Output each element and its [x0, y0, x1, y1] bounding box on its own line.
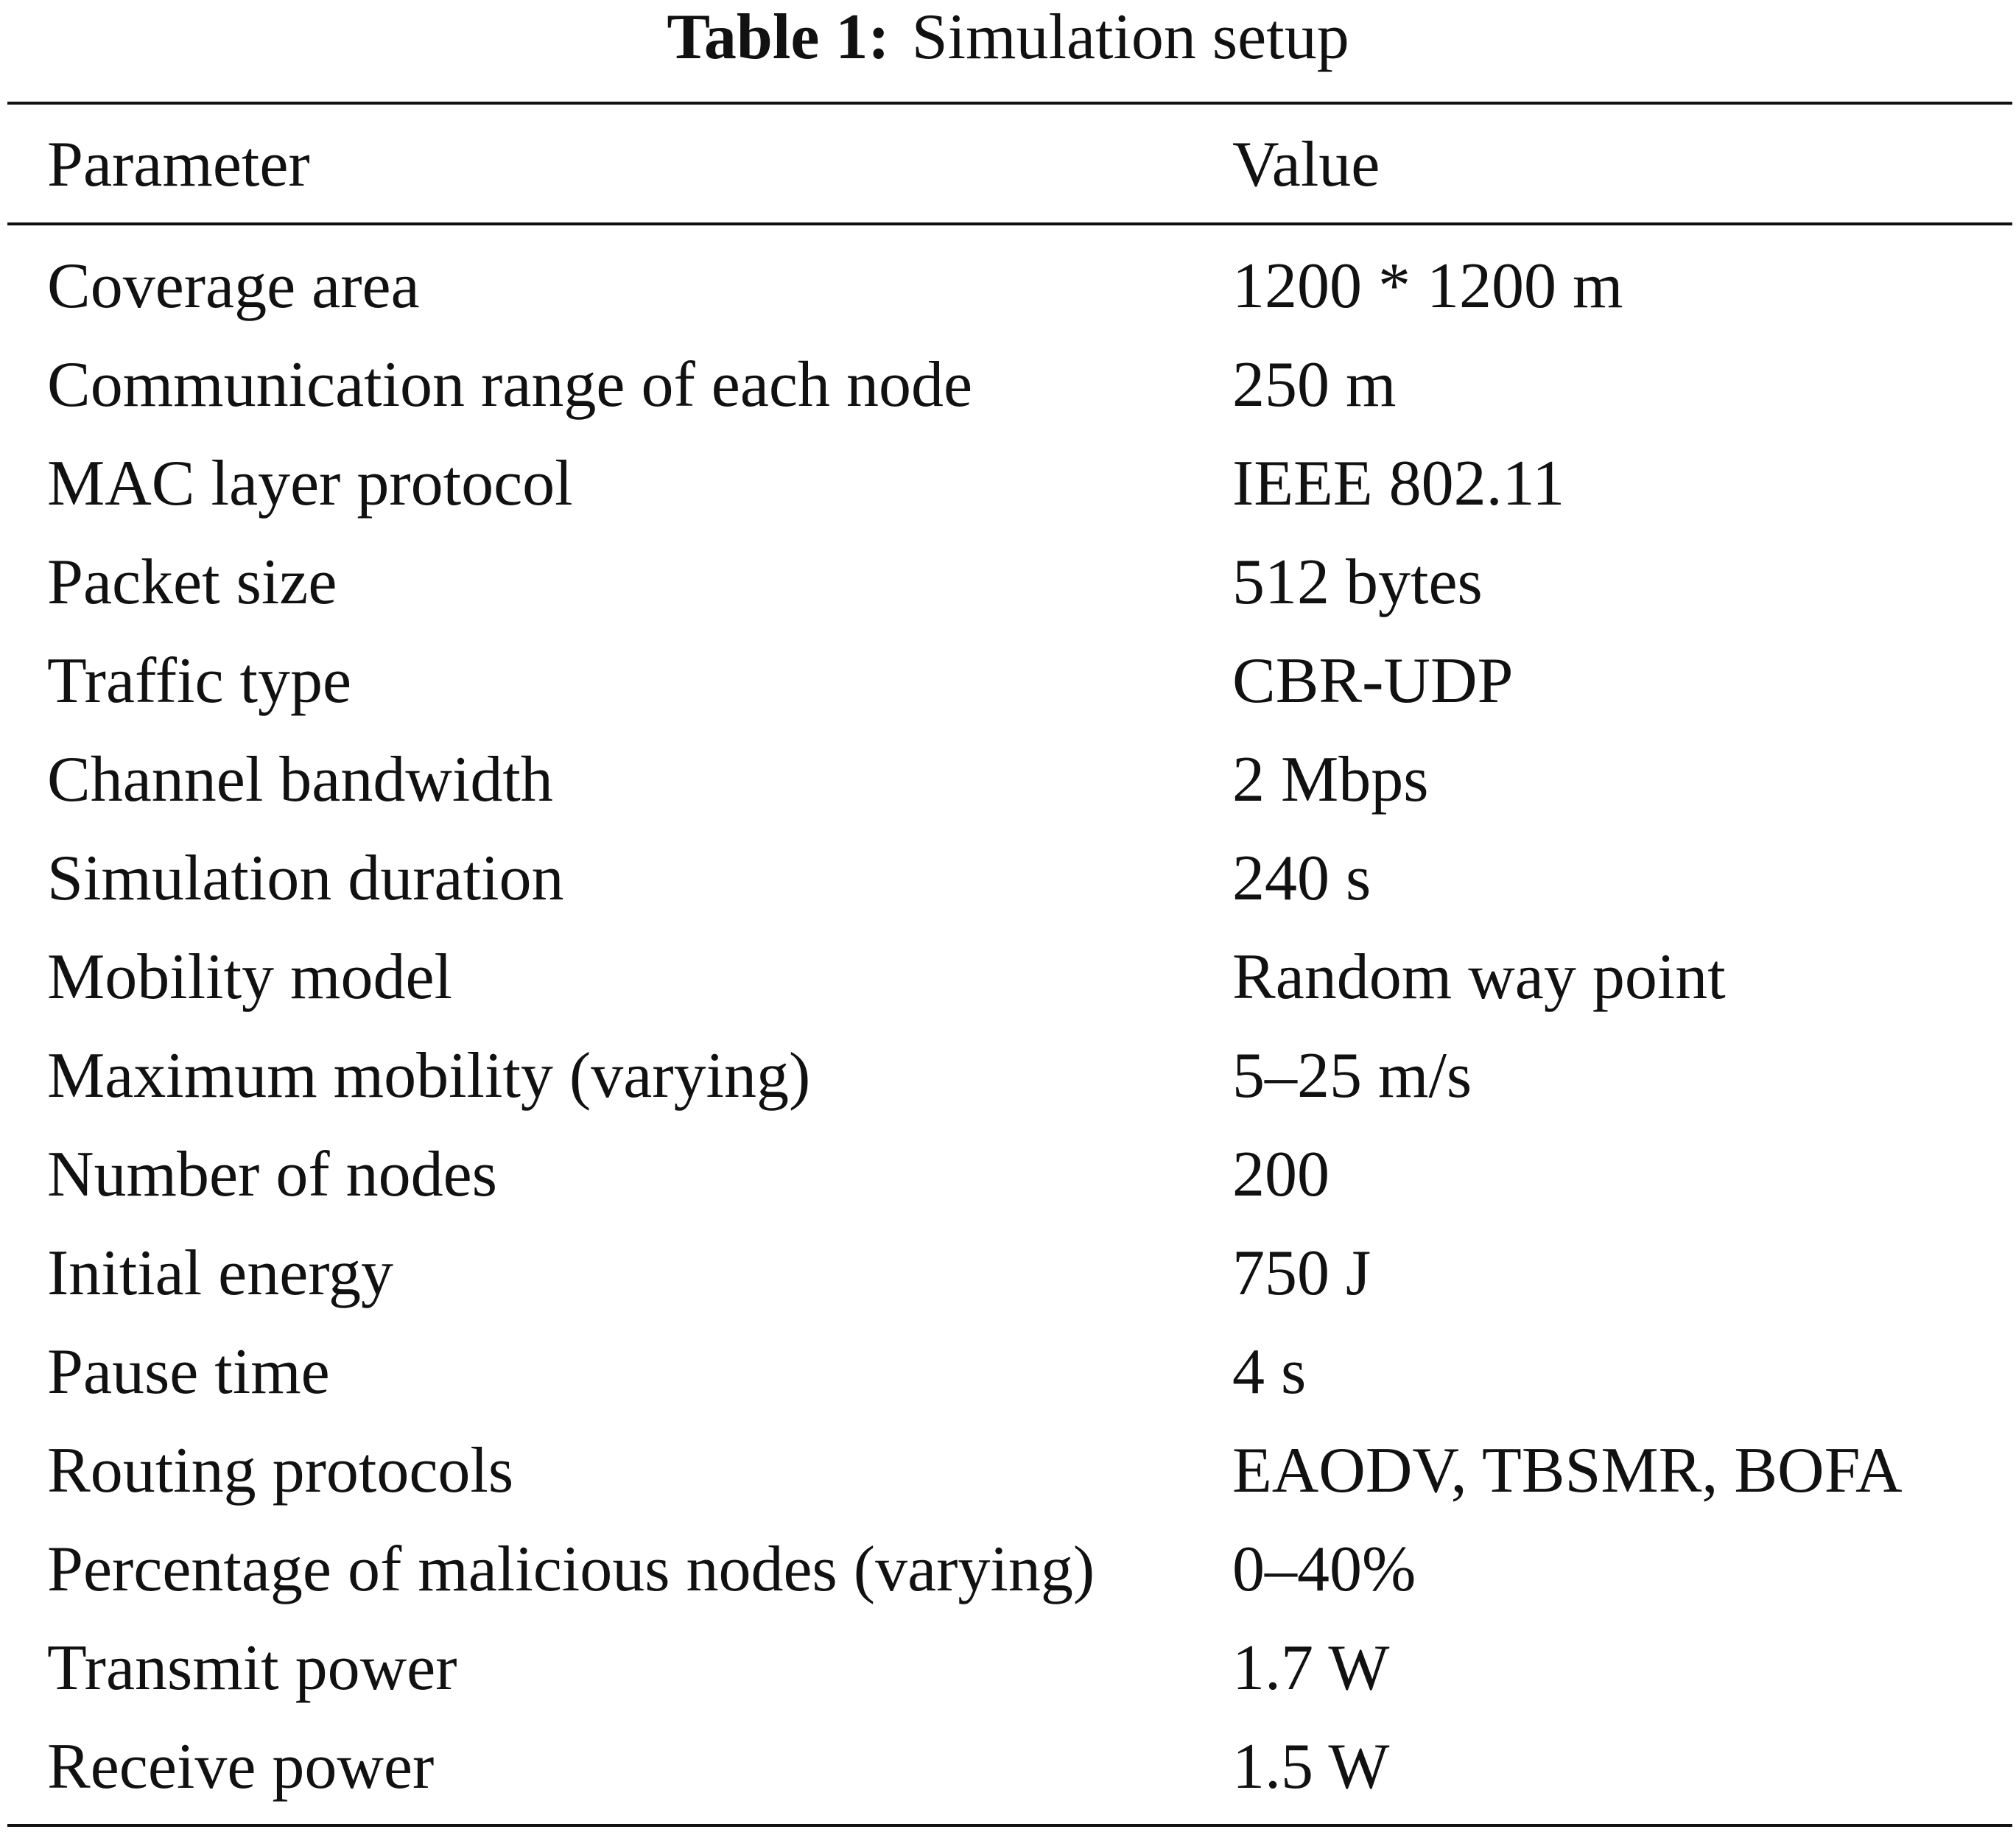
table-row: [0, 731, 2016, 829]
value-cell: 5–25 m/s: [1232, 1040, 1472, 1112]
parameter-cell: Pause time: [47, 1336, 330, 1408]
parameter-cell: Maximum mobility (varying): [47, 1040, 811, 1112]
table-row: [0, 928, 2016, 1027]
table-bottom-rule: [7, 1824, 2012, 1827]
value-cell: 0–40%: [1232, 1534, 1416, 1605]
table-row: [0, 1027, 2016, 1126]
parameter-cell: Packet size: [47, 547, 337, 618]
value-cell: 1.7 W: [1232, 1632, 1390, 1704]
table-row: [0, 1224, 2016, 1323]
parameter-cell: Initial energy: [47, 1238, 393, 1309]
parameter-cell: Mobility model: [47, 941, 452, 1013]
table-top-rule: [7, 102, 2012, 105]
parameter-cell: Coverage area: [47, 250, 420, 322]
value-cell: EAODV, TBSMR, BOFA: [1232, 1435, 1903, 1506]
parameter-cell: Traffic type: [47, 645, 352, 717]
table-row: [0, 1422, 2016, 1520]
parameter-cell: Communication range of each node: [47, 349, 973, 421]
header-value: Value: [1232, 129, 1380, 200]
value-cell: CBR-UDP: [1232, 645, 1514, 717]
table-row: [0, 1520, 2016, 1619]
table-body: [0, 237, 2016, 1817]
table-row: [0, 1126, 2016, 1224]
table-row: [0, 336, 2016, 435]
parameter-cell: Number of nodes: [47, 1139, 497, 1210]
parameter-cell: Percentage of malicious nodes (varying): [47, 1534, 1095, 1605]
parameter-cell: Routing protocols: [47, 1435, 514, 1506]
table-row: [0, 435, 2016, 533]
value-cell: 4 s: [1232, 1336, 1307, 1408]
table-row: [0, 533, 2016, 632]
table-row: [0, 1323, 2016, 1422]
value-cell: 512 bytes: [1232, 547, 1483, 618]
table-row: [0, 632, 2016, 731]
table-row: [0, 237, 2016, 336]
value-cell: Random way point: [1232, 941, 1726, 1013]
value-cell: 750 J: [1232, 1238, 1371, 1309]
value-cell: 1200 * 1200 m: [1232, 250, 1623, 322]
table-row: [0, 829, 2016, 928]
table-caption: [0, 1, 2016, 74]
table-row: [0, 1619, 2016, 1718]
value-cell: 200: [1232, 1139, 1330, 1210]
table-caption-title: Simulation setup: [911, 1, 1349, 73]
table-caption-label: Table 1:: [667, 1, 890, 73]
header-parameter: Parameter: [47, 129, 310, 200]
parameter-cell: Receive power: [47, 1731, 435, 1803]
value-cell: 250 m: [1232, 349, 1397, 421]
parameter-cell: Channel bandwidth: [47, 744, 553, 815]
value-cell: 240 s: [1232, 843, 1371, 914]
parameter-cell: Simulation duration: [47, 843, 564, 914]
parameter-cell: Transmit power: [47, 1632, 457, 1704]
table-header-row: [0, 121, 2016, 209]
value-cell: 2 Mbps: [1232, 744, 1429, 815]
table-row: [0, 1718, 2016, 1817]
value-cell: IEEE 802.11: [1232, 448, 1565, 519]
value-cell: 1.5 W: [1232, 1731, 1390, 1803]
table-header-rule: [7, 222, 2012, 225]
parameter-cell: MAC layer protocol: [47, 448, 573, 519]
